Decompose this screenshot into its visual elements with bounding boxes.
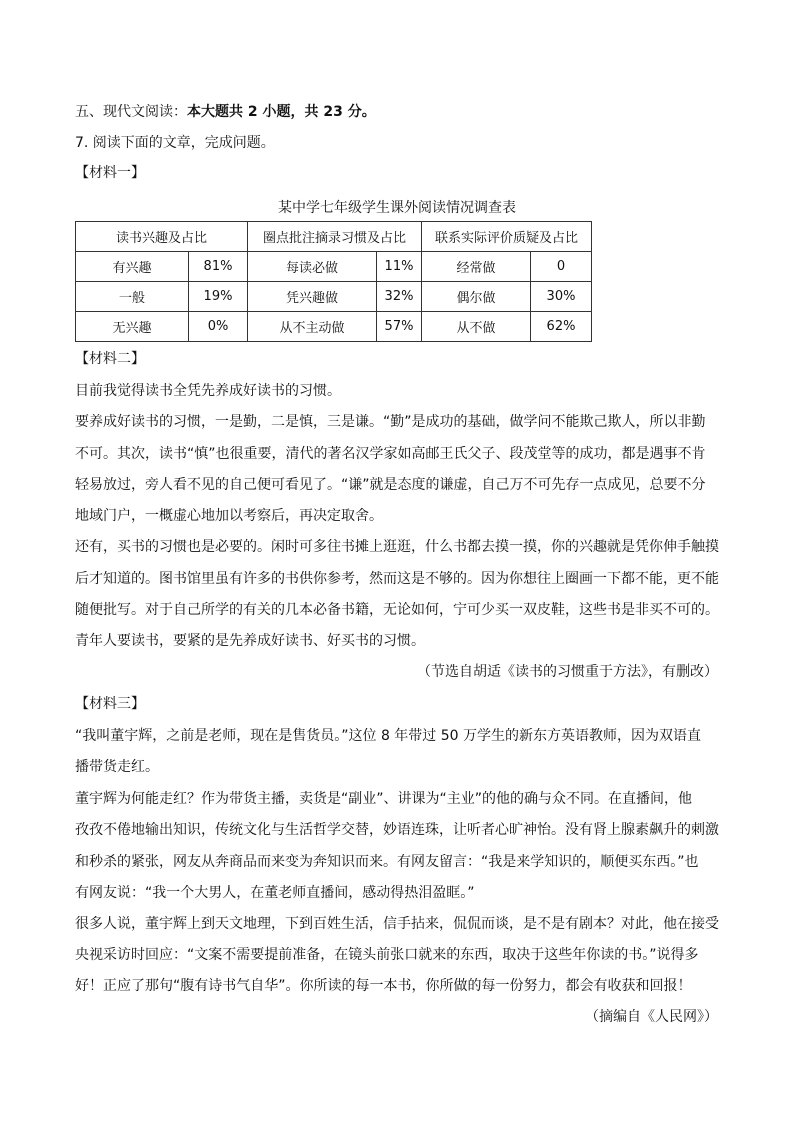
table-header-row — [76, 222, 592, 252]
survey-table — [75, 221, 592, 342]
table-title: 某中学七年级学生课外阅读情况调查表 — [278, 200, 516, 216]
material1-label: 【材料一】 — [75, 165, 145, 181]
material2-line: 轻易放过，旁人看不见的自己便可看见了。“谦”就是态度的谦虚，自己万不可先存一点成见，总要不分 — [75, 477, 706, 493]
material2-line: 随便批写。对于自己所学的有关的几本必备书籍，无论如何，宁可少买一双皮鞋，这些书是非买不可的。 — [75, 602, 719, 618]
table-cell: 有兴趣 — [76, 252, 189, 282]
table-cell: 30% — [531, 282, 592, 312]
table-cell: 每读必做 — [248, 252, 377, 282]
table-header: 圈点批注摘录习惯及占比 — [248, 222, 422, 252]
table-row — [76, 252, 592, 282]
material2-line: 还有，买书的习惯也是必要的。闲时可多往书摊上逛逛，什么书都去摸一摸，你的兴趣就是凭你伸手触摸 — [75, 539, 719, 555]
table-cell: 19% — [189, 282, 248, 312]
table-cell: 32% — [377, 282, 422, 312]
section-heading-prefix: 五、现代文阅读： — [75, 104, 187, 120]
material2-line: 不可。其次，读书“慎”也很重要，清代的著名汉学家如高邮王氏父子、段茂堂等的成功，都是遇事不肯 — [75, 446, 706, 462]
table-cell: 62% — [531, 312, 592, 342]
table-cell: 11% — [377, 252, 422, 282]
section-heading — [75, 102, 376, 122]
table-header: 读书兴趣及占比 — [76, 222, 248, 252]
material3-label: 【材料三】 — [75, 696, 145, 712]
table-row — [76, 282, 592, 312]
material2-line: 目前我觉得读书全凭先养成好读书的习惯。 — [75, 383, 341, 399]
table-cell: 0 — [531, 252, 592, 282]
table-row — [76, 312, 592, 342]
material2-line: 青年人要读书，要紧的是先养成好读书、好买书的习惯。 — [75, 633, 425, 649]
material3-line: 好！正应了那句“腹有诗书气自华”。你所读的每一本书，你所做的每一份努力，都会有收获和回报！ — [75, 978, 692, 994]
table-cell: 0% — [189, 312, 248, 342]
material3-line: 有网友说：“我一个大男人，在董老师直播间，感动得热泪盈眶。” — [75, 885, 475, 901]
material3-source: （摘编自《人民网》） — [585, 1009, 718, 1025]
table-cell: 偶尔做 — [422, 282, 531, 312]
question-prompt: 7. 阅读下面的文章，完成问题。 — [75, 135, 275, 151]
table-cell: 从不做 — [422, 312, 531, 342]
table-cell: 81% — [189, 252, 248, 282]
section-heading-score: 本大题共 2 小题，共 23 分。 — [187, 104, 376, 120]
table-cell: 凭兴趣做 — [248, 282, 377, 312]
material3-line: 董宇辉为何能走红？作为带货主播，卖货是“副业”、讲课为“主业”的他的确与众不同。在直播间，他 — [75, 791, 693, 807]
table-cell: 无兴趣 — [76, 312, 189, 342]
material3-line: 很多人说，董宇辉上到天文地理，下到百姓生活，信手拈来，侃侃而谈，是不是有剧本？对此，他在接受 — [75, 916, 719, 932]
material3-line: 和秒杀的紧张，网友从奔商品而来变为奔知识而来。有网友留言：“我是来学知识的，顺便买东西。”也 — [75, 854, 699, 870]
table-cell: 从不主动做 — [248, 312, 377, 342]
table-cell: 一般 — [76, 282, 189, 312]
material2-line: 要养成好读书的习惯，一是勤，二是慎，三是谦。“勤”是成功的基础，做学问不能欺己欺人，所以非勤 — [75, 414, 706, 430]
material2-label: 【材料二】 — [75, 351, 145, 367]
material3-line: 播带货走红。 — [75, 759, 159, 775]
table-header: 联系实际评价质疑及占比 — [422, 222, 592, 252]
material3-line: 孜孜不倦地输出知识，传统文化与生活哲学交替，妙语连珠，让听者心旷神怡。没有肾上腺素飙升的刺激 — [75, 822, 719, 838]
material3-line: “我叫董宇辉，之前是老师，现在是售货员。”这位 8 年带过 50 万学生的新东方英语教师，因为双语直 — [75, 728, 702, 744]
table-cell: 经常做 — [422, 252, 531, 282]
material3-line: 央视采访时回应：“文案不需要提前准备，在镜头前张口就来的东西，取决于这些年你读的书。”说得多 — [75, 947, 699, 963]
table-cell: 57% — [377, 312, 422, 342]
material2-line: 地域门户，一概虚心地加以考察后，再决定取舍。 — [75, 508, 383, 524]
material2-source: （节选自胡适《读书的习惯重于方法》，有删改） — [417, 664, 718, 680]
material2-line: 后才知道的。图书馆里虽有许多的书供你参考，然而这是不够的。因为你想往上圈画一下都不能，更不能 — [75, 571, 719, 587]
